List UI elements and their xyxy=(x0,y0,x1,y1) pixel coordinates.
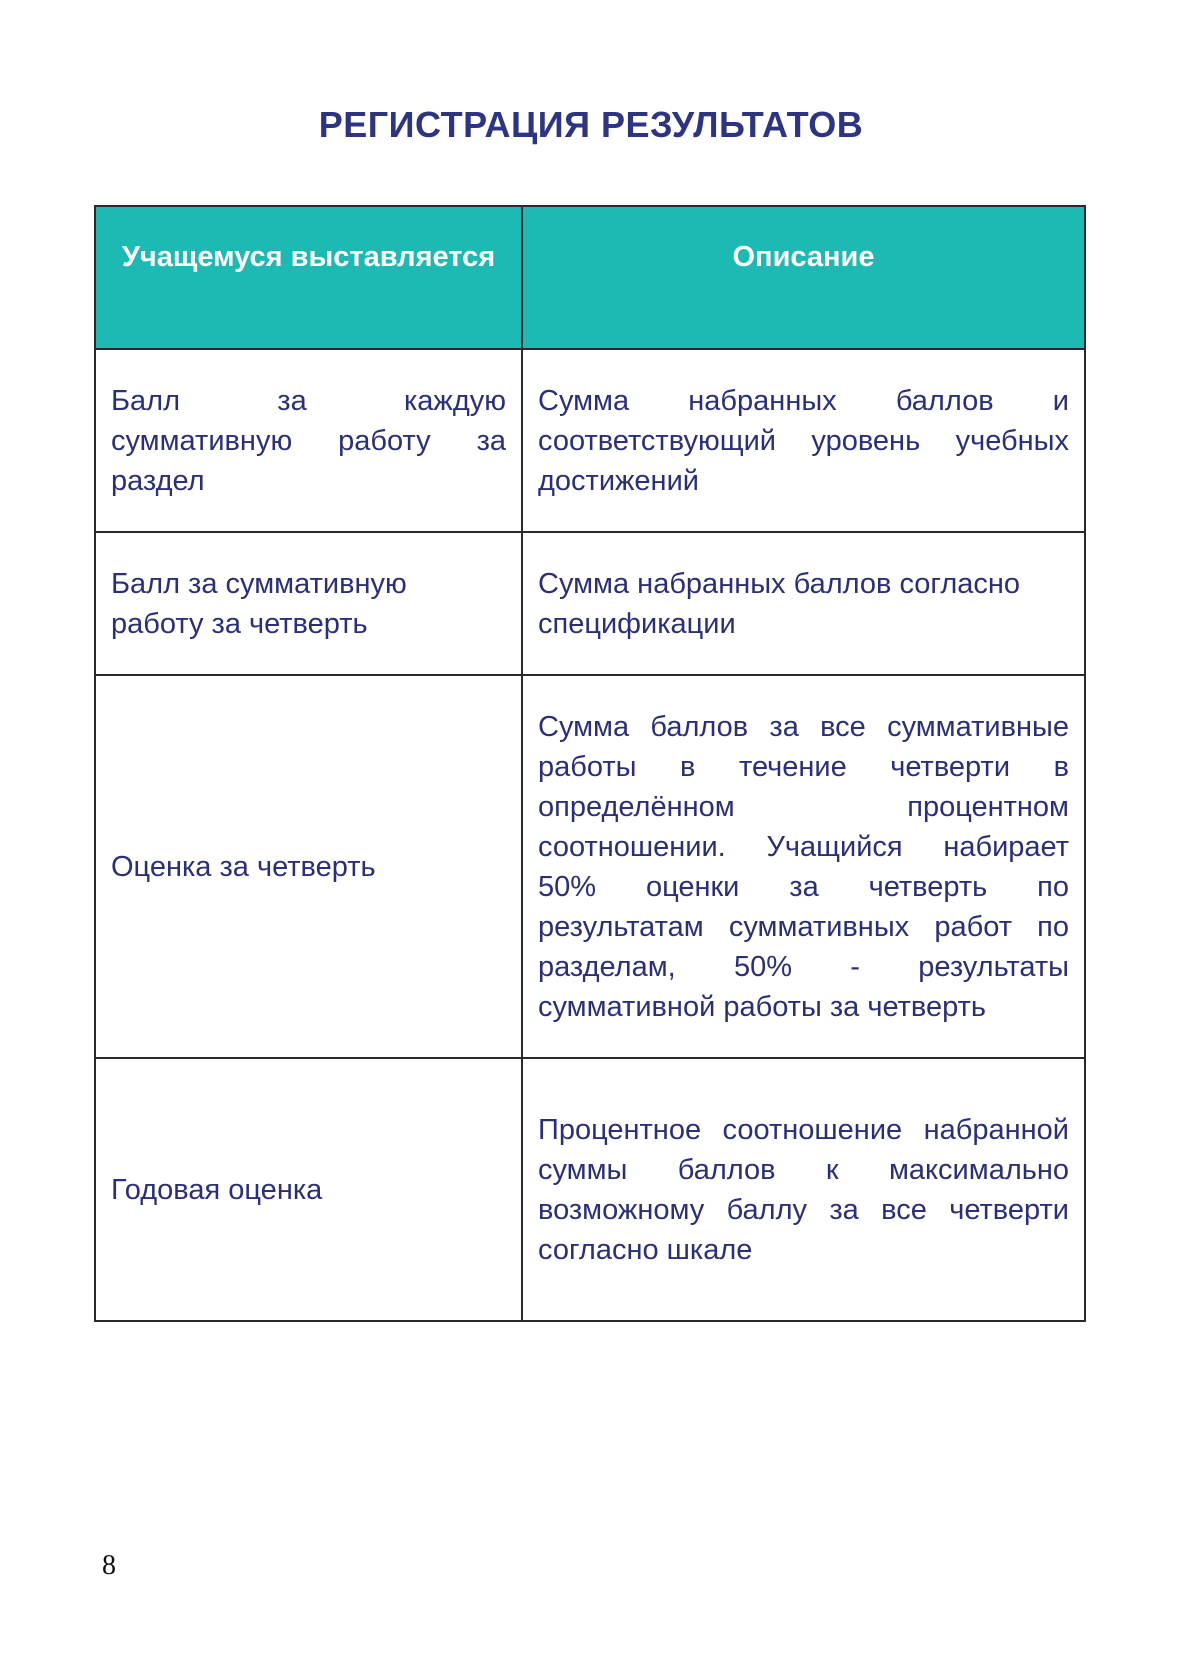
table-row xyxy=(95,349,1085,532)
row-description-cell: Сумма набранных баллов и соответствующий уровень учебных достижений xyxy=(522,349,1085,532)
row-description-cell: Сумма баллов за все суммативные работы в течение четверти в определённом процентном соотношении. Учащийся набирает 50% оценки за четверть по результатам суммативных работ по разделам, 50% - результаты суммативной работы за четверть xyxy=(522,675,1085,1058)
row-description-cell: Сумма набранных баллов согласно спецификации xyxy=(522,532,1085,675)
row-item-cell: Годовая оценка xyxy=(95,1058,522,1321)
table-row xyxy=(95,532,1085,675)
column-header-assigned: Учащемуся выставляется xyxy=(95,206,522,349)
row-description-cell: Процентное соотношение набранной суммы баллов к максимально возможному баллу за все четверти согласно шкале xyxy=(522,1058,1085,1321)
column-header-description: Описание xyxy=(522,206,1085,349)
page-title: РЕГИСТРАЦИЯ РЕЗУЛЬТАТОВ xyxy=(318,104,864,145)
table-row xyxy=(95,675,1085,1058)
results-table xyxy=(94,205,1086,1322)
row-item-cell: Оценка за четверть xyxy=(95,675,522,1058)
page-number: 8 xyxy=(102,1550,116,1581)
row-item-cell: Балл за каждую суммативную работу за раздел xyxy=(95,349,522,532)
table-row xyxy=(95,1058,1085,1321)
row-item-cell: Балл за суммативную работу за четверть xyxy=(95,532,522,675)
table-header-row xyxy=(95,206,1085,349)
